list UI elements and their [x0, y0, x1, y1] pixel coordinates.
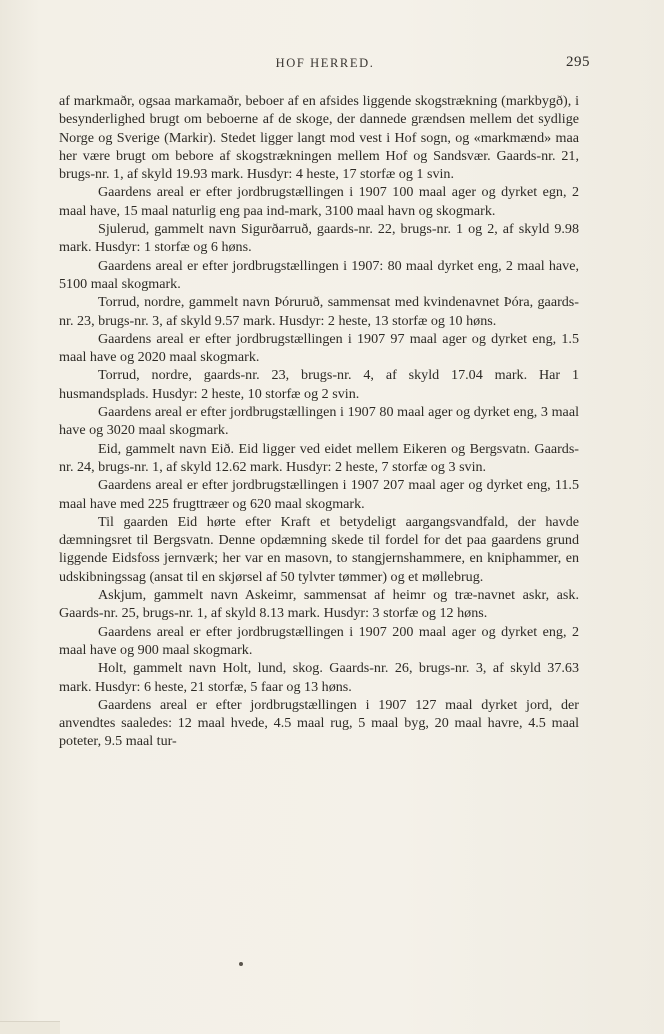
- page-fold: [0, 1021, 60, 1034]
- paragraph: Askjum, gammelt navn Askeimr, sammensat af heimr og træ-navnet askr, ask. Gaards-nr. 25, brugs-nr. 1, af skyld 8.13 mark. Husdyr: 3 storfæ og 12 høns.: [59, 587, 579, 622]
- ink-dot: [239, 962, 243, 966]
- paragraph: Torrud, nordre, gammelt navn Þóruruð, sammensat med kvindenavnet Þóra, gaards-nr. 23, brugs-nr. 3, af skyld 9.57 mark. Husdyr: 2 heste, 13 storfæ og 10 høns.: [59, 294, 579, 329]
- paragraph: af markmaðr, ogsaa markamaðr, beboer af en afsides liggende skogstrækning (markbygð), i besynderlighed brugt om beboerne af de skoge, der dannede grændsen mellem det sydlige Norge og Sverige (Markir). Stedet ligger langt mod vest i Hof sogn, og «markmænd» maa her være brugt om bebore af skogstrækningen mellem Hof og Sandsvær. Gaards-nr. 21, brugs-nr. 1, af skyld 19.93 mark. Husdyr: 4 heste, 17 storfæ og 1 svin.: [59, 93, 579, 183]
- paragraph: Torrud, nordre, gaards-nr. 23, brugs-nr. 4, af skyld 17.04 mark. Har 1 husmandsplads. Husdyr: 2 heste, 10 storfæ og 2 svin.: [59, 367, 579, 402]
- paragraph: Sjulerud, gammelt navn Sigurðarruð, gaards-nr. 22, brugs-nr. 1 og 2, af skyld 9.98 mark. Husdyr: 1 storfæ og 6 høns.: [59, 221, 579, 256]
- page-number: 295: [566, 54, 590, 70]
- body-text: [59, 92, 579, 751]
- running-head: HOF HERRED.: [275, 56, 375, 70]
- paragraph: Gaardens areal er efter jordbrugstællingen i 1907 80 maal ager og dyrket eng, 3 maal have og 3020 maal skogmark.: [59, 404, 579, 439]
- paragraph: Gaardens areal er efter jordbrugstællingen i 1907 200 maal ager og dyrket eng, 2 maal have og 900 maal skogmark.: [59, 623, 579, 658]
- page-header: [60, 56, 590, 76]
- paragraph: Gaardens areal er efter jordbrugstællingen i 1907 97 maal ager og dyrket eng, 1.5 maal have og 2020 maal skogmark.: [59, 330, 579, 366]
- paragraph: Til gaarden Eid hørte efter Kraft et betydeligt aargangsvandfald, der havde dæmningsret til Bergsvatn. Denne opdæmning skede til fordel for det paa gaardens grund liggende Eidsfoss jernværk; her var en masovn, to stangjernshammere, en kniphammer, en udskibningssag (ansat til en skjørsel af 50 tylvter tømmer) og et møllebrug.: [59, 513, 579, 585]
- paragraph: Gaardens areal er efter jordbrugstællingen i 1907 100 maal ager og dyrket egn, 2 maal have, 15 maal naturlig eng paa ind-mark, 3100 maal havn og skogmark.: [59, 184, 579, 219]
- paragraph: Holt, gammelt navn Holt, lund, skog. Gaards-nr. 26, brugs-nr. 3, af skyld 37.63 mark. Husdyr: 6 heste, 21 storfæ, 5 faar og 13 høns.: [59, 660, 579, 695]
- paragraph: Gaardens areal er efter jordbrugstællingen i 1907: 80 maal dyrket eng, 2 maal have, 5100 maal skogmark.: [59, 257, 579, 292]
- paragraph: Gaardens areal er efter jordbrugstællingen i 1907 127 maal dyrket jord, der anvendtes saaledes: 12 maal hvede, 4.5 maal rug, 5 maal byg, 20 maal havre, 4.5 maal poteter, 9.5 maal tur-: [59, 696, 579, 750]
- paragraph: Gaardens areal er efter jordbrugstællingen i 1907 207 maal ager og dyrket eng, 11.5 maal have med 225 frugttræer og 620 maal skogmark.: [59, 477, 579, 512]
- paragraph: Eid, gammelt navn Eið. Eid ligger ved eidet mellem Eikeren og Bergsvatn. Gaards-nr. 24, brugs-nr. 1, af skyld 12.62 mark. Husdyr: 2 heste, 7 storfæ og 3 svin.: [59, 440, 579, 475]
